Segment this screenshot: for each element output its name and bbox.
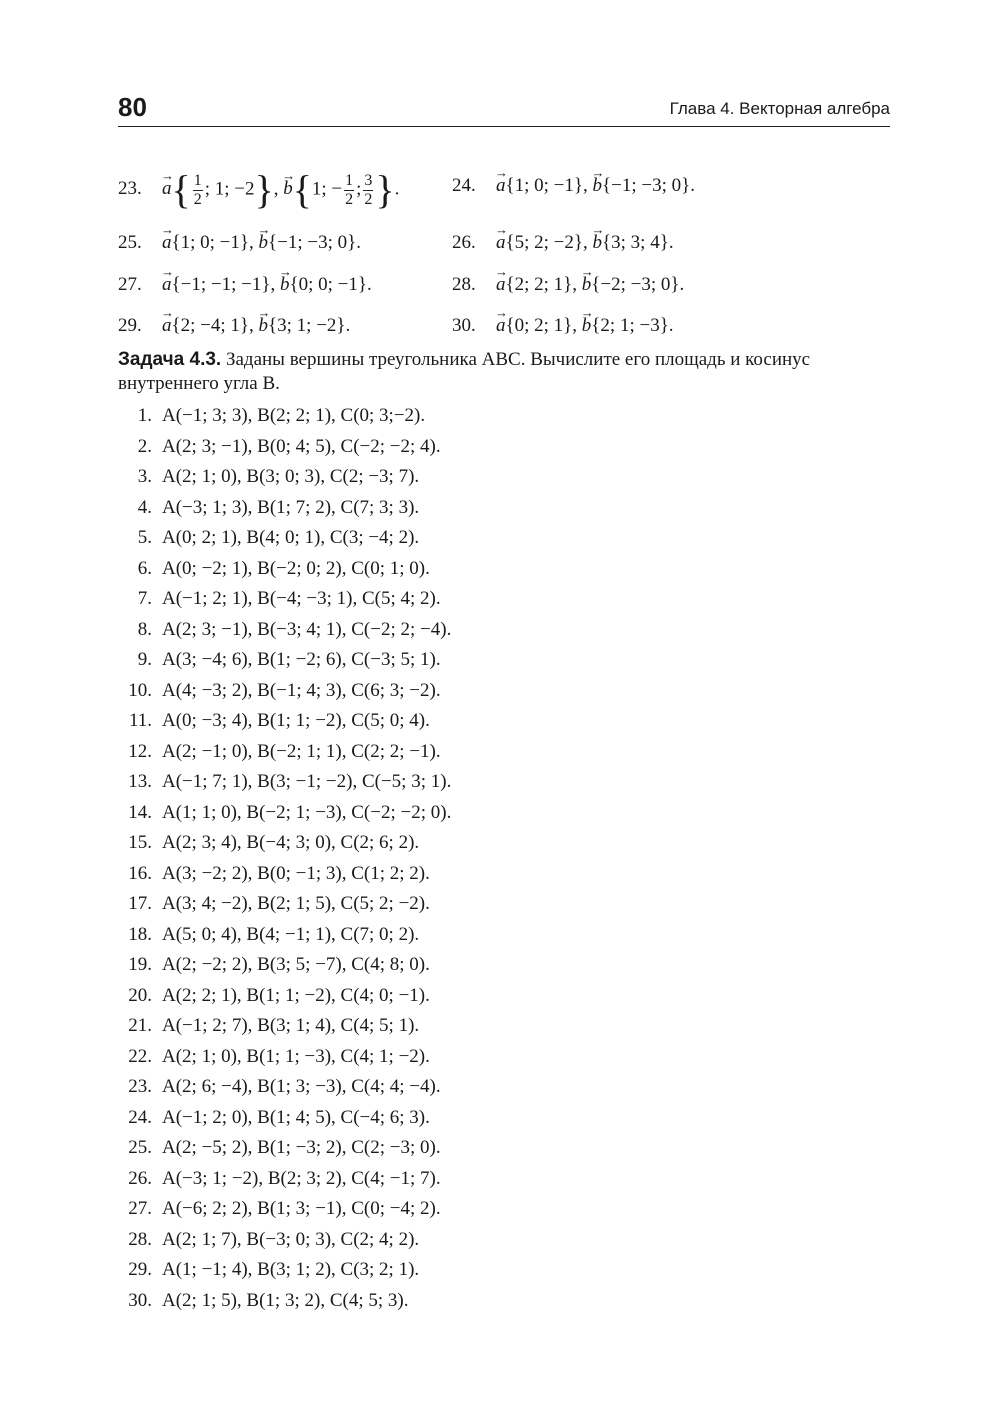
problem-item (118, 862, 430, 892)
problem-number: 28. (128, 1228, 152, 1250)
problem-text: A(2; −2; 2), B(3; 5; −7), C(4; 8; 0). (162, 954, 430, 975)
problem-text: A(2; 1; 7), B(−3; 0; 3), C(2; 4; 2). (162, 1228, 420, 1250)
pair-number: 30. (452, 315, 476, 336)
problem-text: A(2; −1; 0), B(−2; 1; 1), C(2; 2; −1). (162, 740, 441, 762)
problem-number: 20. (128, 984, 152, 1006)
problem-number: 6. (137, 557, 152, 579)
problem-text: A(−1; 2; 7), B(3; 1; 4), C(4; 5; 1). (162, 1015, 420, 1036)
problem-item (118, 1075, 441, 1105)
pair-number: 27. (118, 274, 142, 295)
task-statement (118, 348, 890, 396)
vector-pair-27: 27.→ a{−1; −1; −1}, → b{0; 0; −1}. (118, 273, 372, 297)
problem-item (118, 1167, 441, 1197)
vector-pair-25: 25.→ a{1; 0; −1}, → b{−1; −3; 0}. (118, 231, 361, 255)
problem-text: A(0; −3; 4), B(1; 1; −2), C(5; 0; 4). (162, 710, 430, 731)
problem-number: 3. (137, 466, 152, 487)
page-header (118, 92, 890, 127)
vector-pair-26: 26.→ a{5; 2; −2}, → b{3; 3; 4}. (452, 231, 674, 255)
pair-number: 26. (452, 232, 476, 253)
pair-number: 29. (118, 315, 142, 336)
problem-item (118, 1289, 408, 1319)
vector-pair-30: 30.→ a{0; 2; 1}, → b{2; 1; −3}. (452, 314, 674, 338)
task-text: Заданы вершины треугольника ABC. Вычислите его площадь и косинус внутреннего угла B. (118, 349, 811, 394)
problem-number: 7. (137, 588, 152, 609)
problem-item (118, 801, 451, 831)
problem-number: 4. (137, 496, 152, 518)
pair-number: 23. (118, 178, 142, 200)
problem-text: A(−1; 3; 3), B(2; 2; 1), C(0; 3;−2). (162, 405, 426, 426)
problem-text: A(−6; 2; 2), B(1; 3; −1), C(0; −4; 2). (162, 1198, 441, 1219)
problem-item (118, 557, 430, 587)
problem-item (118, 709, 430, 739)
problem-item (118, 1045, 430, 1075)
problem-number: 12. (128, 740, 152, 762)
chapter-title: Глава 4. Векторная алгебра (669, 99, 890, 118)
problem-item (118, 587, 441, 617)
problem-text: A(0; 2; 1), B(4; 0; 1), C(3; −4; 2). (162, 527, 420, 548)
fraction: $\frac{1}{2}$ (193, 171, 202, 208)
problem-item (118, 679, 441, 709)
problem-item (118, 953, 430, 983)
problem-number: 21. (128, 1015, 152, 1036)
problem-number: 11. (128, 710, 152, 731)
problem-item (118, 435, 441, 465)
problem-number: 2. (137, 435, 152, 457)
pair-number: 24. (452, 175, 476, 196)
problem-number: 25. (128, 1137, 152, 1158)
problem-number: 16. (128, 862, 152, 884)
problem-number: 13. (128, 771, 152, 792)
problem-number: 10. (128, 679, 152, 701)
problem-number: 29. (128, 1259, 152, 1280)
problem-text: A(2; 3; −1), B(−3; 4; 1), C(−2; 2; −4). (162, 618, 452, 640)
problem-text: A(3; 4; −2), B(2; 1; 5), C(5; 2; −2). (162, 893, 430, 914)
problem-text: A(−1; 2; 1), B(−4; −3; 1), C(5; 4; 2). (162, 588, 441, 609)
problem-item (118, 984, 430, 1014)
problem-text: A(−3; 1; −2), B(2; 3; 2), C(4; −1; 7). (162, 1167, 441, 1189)
problem-text: A(2; 1; 5), B(1; 3; 2), C(4; 5; 3). (162, 1289, 409, 1311)
vector-pair-24: 24.→ a{1; 0; −1}, → b{−1; −3; 0}. (452, 174, 695, 198)
problem-text: A(1; −1; 4), B(3; 1; 2), C(3; 2; 1). (162, 1259, 420, 1280)
problem-text: A(2; 6; −4), B(1; 3; −3), C(4; 4; −4). (162, 1076, 441, 1097)
problem-item (118, 1106, 430, 1136)
problem-item (118, 892, 430, 922)
problem-number: 8. (137, 618, 152, 640)
problem-text: A(−1; 7; 1), B(3; −1; −2), C(−5; 3; 1). (162, 771, 452, 792)
problem-item (118, 1197, 441, 1227)
problem-text: A(3; −2; 2), B(0; −1; 3), C(1; 2; 2). (162, 862, 430, 884)
problem-item (118, 1014, 419, 1044)
problem-number: 17. (128, 893, 152, 914)
problem-text: A(−1; 2; 0), B(1; 4; 5), C(−4; 6; 3). (162, 1106, 430, 1128)
page-number: 80 (118, 92, 147, 122)
problem-item (118, 1136, 441, 1166)
problem-text: A(4; −3; 2), B(−1; 4; 3), C(6; 3; −2). (162, 679, 441, 701)
problem-item (118, 648, 441, 678)
pair-number: 25. (118, 232, 142, 253)
problem-item (118, 465, 419, 495)
problem-item (118, 526, 419, 556)
problem-number: 5. (137, 527, 152, 548)
problem-number: 24. (128, 1106, 152, 1128)
problem-item (118, 496, 419, 526)
problem-text: A(2; −5; 2), B(1; −3; 2), C(2; −3; 0). (162, 1137, 441, 1158)
vector-b-letter: → b (283, 177, 293, 201)
fraction: $\frac{3}{2}$ (364, 171, 373, 208)
problem-text: A(2; 2; 1), B(1; 1; −2), C(4; 0; −1). (162, 984, 430, 1006)
problem-number: 27. (128, 1198, 152, 1219)
problem-text: A(3; −4; 6), B(1; −2; 6), C(−3; 5; 1). (162, 649, 441, 670)
problem-item (118, 618, 451, 648)
problem-item (118, 404, 425, 434)
problem-number: 19. (128, 954, 152, 975)
problem-number: 1. (137, 405, 152, 426)
problem-number: 30. (128, 1289, 152, 1311)
vector-pair-29: 29.→ a{2; −4; 1}, → b{3; 1; −2}. (118, 314, 350, 338)
fraction: $\frac{1}{2}$ (345, 171, 354, 208)
problem-number: 26. (128, 1167, 152, 1189)
vector-pair-23: 23.→ a{ $\frac{1}{2}$ ; 1; −2}, → b{1; − $\frac{1}{2}$ ; $\frac{3}{2}$ }. (118, 170, 399, 210)
problem-text: A(2; 1; 0), B(3; 0; 3), C(2; −3; 7). (162, 466, 420, 487)
vector-a-letter: → a (162, 177, 172, 201)
task-label: Задача 4.3. (118, 349, 222, 370)
problem-item (118, 1258, 419, 1288)
problem-text: A(2; 3; −1), B(0; 4; 5), C(−2; −2; 4). (162, 435, 441, 457)
problem-item (118, 1228, 419, 1258)
problem-item (118, 740, 441, 770)
problem-item (118, 831, 419, 861)
problem-item (118, 770, 451, 800)
problem-text: A(1; 1; 0), B(−2; 1; −3), C(−2; −2; 0). (162, 801, 452, 823)
problem-number: 14. (128, 801, 152, 823)
problem-text: A(0; −2; 1), B(−2; 0; 2), C(0; 1; 0). (162, 557, 430, 579)
problem-number: 9. (137, 649, 152, 670)
problem-number: 15. (128, 832, 152, 853)
problem-text: A(2; 3; 4), B(−4; 3; 0), C(2; 6; 2). (162, 832, 420, 853)
problem-number: 18. (128, 923, 152, 945)
pair-number: 28. (452, 274, 476, 295)
problem-text: A(−3; 1; 3), B(1; 7; 2), C(7; 3; 3). (162, 496, 420, 518)
problem-text: A(5; 0; 4), B(4; −1; 1), C(7; 0; 2). (162, 923, 420, 945)
problem-number: 23. (128, 1076, 152, 1097)
problem-item (118, 923, 419, 953)
vector-pair-28: 28.→ a{2; 2; 1}, → b{−2; −3; 0}. (452, 273, 684, 297)
problem-text: A(2; 1; 0), B(1; 1; −3), C(4; 1; −2). (162, 1045, 430, 1067)
problem-number: 22. (128, 1045, 152, 1067)
